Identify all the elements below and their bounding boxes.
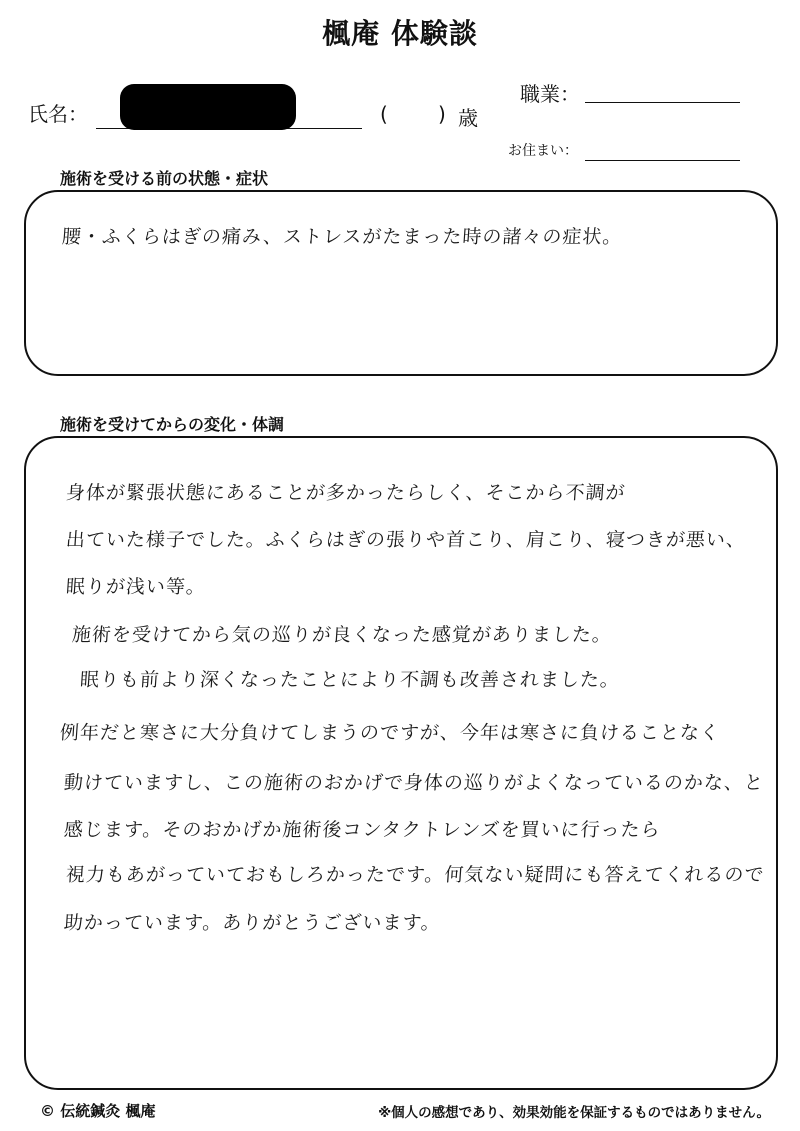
age-close-paren: ) — [438, 102, 446, 126]
name-redaction — [120, 84, 296, 130]
after-line-5: 眠りも前より深くなったことにより不調も改善されました。 — [79, 669, 621, 691]
before-section-title: 施術を受ける前の状態・症状 — [60, 169, 269, 188]
occupation-underline — [585, 102, 740, 103]
page-title: 楓庵 体験談 — [322, 17, 478, 50]
footer-copyright: © 伝統鍼灸 楓庵 — [40, 1102, 156, 1120]
name-label: 氏名： — [28, 102, 88, 126]
after-line-1: 身体が緊張状態にあることが多かったらしく、そこから不調が — [65, 482, 627, 504]
before-box — [24, 190, 778, 376]
footer-disclaimer: ※個人の感想であり、効果効能を保証するものではありません。 — [378, 1105, 770, 1121]
address-underline — [585, 160, 740, 161]
after-section-title: 施術を受けてからの変化・体調 — [60, 415, 285, 434]
after-line-7: 動けていますし、この施術のおかげで身体の巡りがよくなっているのかな、と — [63, 772, 765, 794]
address-label: お住まい： — [508, 143, 578, 159]
after-line-3: 眠りが浅い等。 — [65, 576, 207, 598]
after-line-2: 出ていた様子でした。ふくらはぎの張りや首こり、肩こり、寝つきが悪い、 — [65, 529, 747, 551]
after-line-10: 助かっています。ありがとうございます。 — [63, 912, 442, 934]
after-line-8: 感じます。そのおかげか施術後コンタクトレンズを買いに行ったら — [63, 819, 662, 841]
age-label: 歳 — [458, 106, 478, 130]
occupation-label: 職業： — [520, 82, 580, 106]
after-line-4: 施術を受けてから気の巡りが良くなった感覚がありました。 — [71, 624, 613, 646]
age-open-paren: ( — [380, 102, 388, 126]
after-line-6: 例年だと寒さに大分負けてしまうのですが、今年は寒さに負けることなく — [59, 722, 721, 744]
after-line-9: 視力もあがっていておもしろかったです。何気ない疑問にも答えてくれるので — [65, 864, 766, 886]
before-text: 腰・ふくらはぎの痛み、ストレスがたまった時の諸々の症状。 — [61, 226, 624, 248]
